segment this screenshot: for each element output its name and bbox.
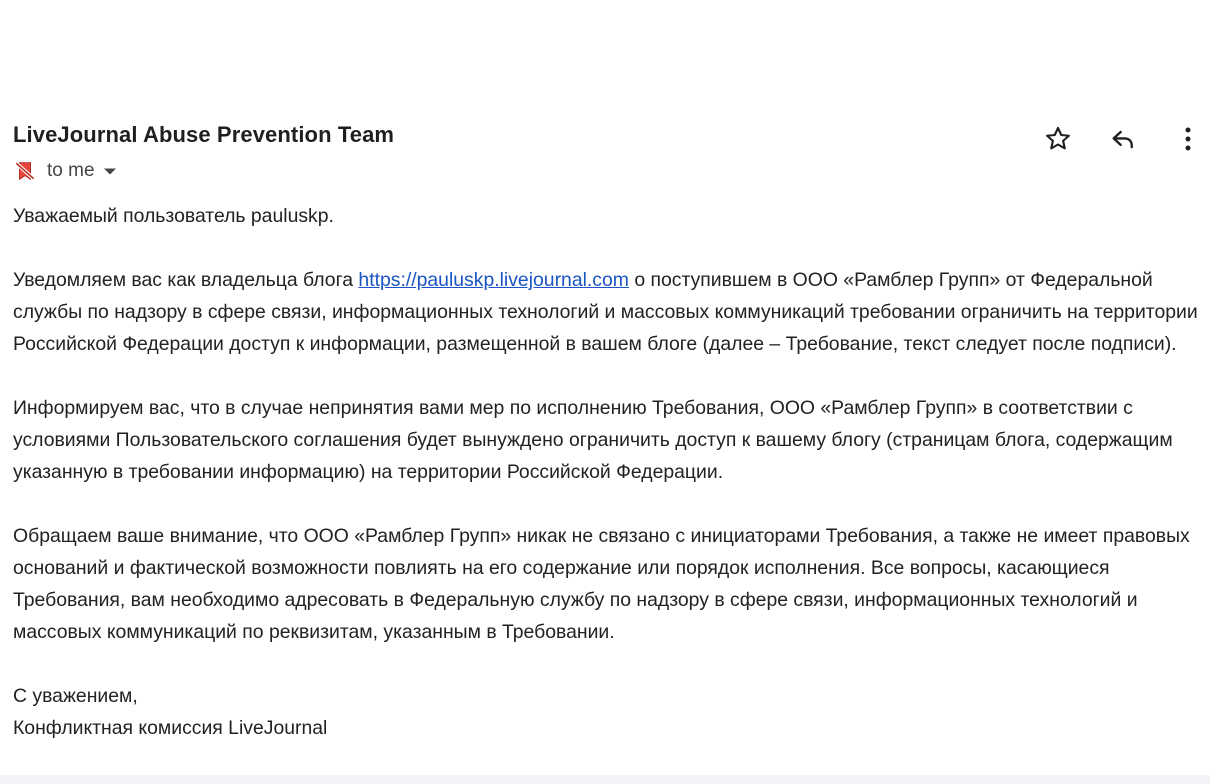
notice-text-end: о поступившем в ООО «Рамблер Групп» от Федеральной службы по надзору в сфере связи, информационных технологий и массовых коммуникаций требовании ограничить на территории Российской Федерации доступ к информации, размещенной в вашем блоге (далее – Требование, текст следует после подписи). <box>13 269 1198 355</box>
importance-off-icon[interactable] <box>13 159 37 183</box>
recipient-label[interactable]: to me <box>47 160 95 181</box>
sender-name: LiveJournal Abuse Prevention Team <box>13 122 395 147</box>
inform-paragraph: Информируем вас, что в случае непринятия вами мер по исполнению Требования, ООО «Рамблер Групп» в соответствии с условиями Пользовательского соглашения будет вынуждено ограничить доступ к вашему блогу (страницам блога, содержащим указанную в требовании информацию) на территории Российской Федерации. <box>13 397 1173 483</box>
greeting-paragraph: Уважаемый пользователь pauluskp. <box>13 205 334 227</box>
notice-paragraph <box>13 264 1203 360</box>
reply-icon <box>1109 125 1137 153</box>
bottom-divider <box>0 775 1210 784</box>
sign-off: С уважением, <box>13 685 138 707</box>
more-options-button[interactable] <box>1170 120 1206 158</box>
signature: Конфликтная комиссия LiveJournal <box>13 717 328 739</box>
star-button[interactable] <box>1040 120 1076 158</box>
email-body <box>13 200 1203 744</box>
attention-paragraph: Обращаем ваше внимание, что ООО «Рамблер Групп» никак не связано с инициаторами Требования, а также не имеет правовых оснований и фактической возможности повлиять на его содержание или порядок исполнения. Все вопросы, касающиеся Требования, вам необходимо адресовать в Федеральную службу по надзору в сфере связи, информационных технологий и массовых коммуникаций по реквизитам, указанным в Требовании. <box>13 525 1190 643</box>
blog-link[interactable]: https://pauluskp.livejournal.com <box>358 269 629 291</box>
signature-block <box>13 680 1203 744</box>
notice-text-start: Уведомляем вас как владельца блога <box>13 269 359 291</box>
star-icon <box>1043 124 1073 154</box>
recipient-row <box>13 158 117 184</box>
reply-button[interactable] <box>1105 120 1141 158</box>
chevron-down-icon[interactable] <box>103 166 117 176</box>
more-vert-icon <box>1176 125 1200 153</box>
